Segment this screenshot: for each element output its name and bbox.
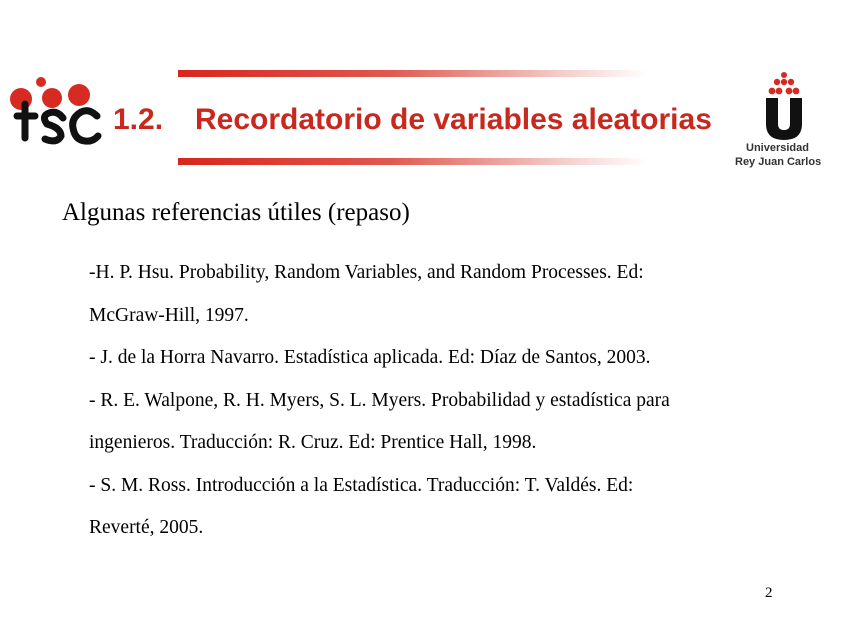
urjc-logo <box>762 72 806 140</box>
section-number: 1.2. <box>113 103 164 136</box>
reference-line: -H. P. Hsu. Probability, Random Variables, and Random Processes. Ed: <box>89 262 644 283</box>
page-title <box>113 102 712 138</box>
title-bar-top <box>178 70 648 77</box>
reference-line: McGraw-Hill, 1997. <box>89 304 249 326</box>
university-name-line2: Rey Juan Carlos <box>735 156 822 168</box>
reference-line: - J. de la Horra Navarro. Estadística aplicada. Ed: Díaz de Santos, 2003. <box>89 347 651 368</box>
reference-line: Reverté, 2005. <box>89 517 204 538</box>
reference-line: ingenieros. Traducción: R. Cruz. Ed: Prentice Hall, 1998. <box>89 432 537 453</box>
reference-list <box>89 252 809 550</box>
page-number: 2 <box>765 585 773 601</box>
title-bar-bottom <box>178 158 648 165</box>
section-heading: Algunas referencias útiles (repaso) <box>62 199 410 226</box>
university-name-line1: Universidad <box>746 142 809 154</box>
reference-line: - S. M. Ross. Introducción a la Estadística. Traducción: T. Valdés. Ed: <box>89 474 634 496</box>
tsc-logo <box>5 72 105 150</box>
reference-line: - R. E. Walpone, R. H. Myers, S. L. Myers. Probabilidad y estadística para <box>89 389 670 411</box>
section-title: Recordatorio de variables aleatorias <box>195 103 712 136</box>
